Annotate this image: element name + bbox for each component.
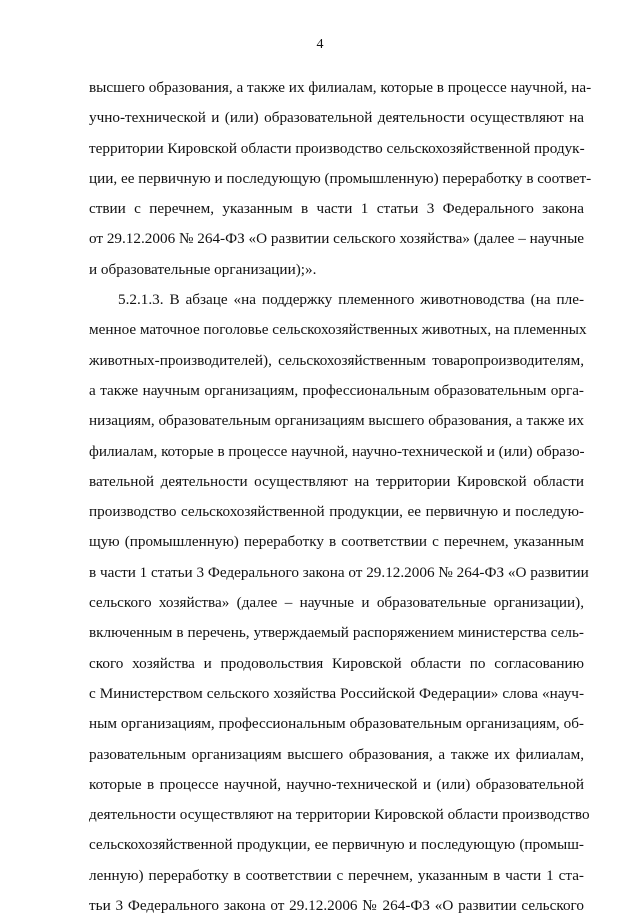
text-line: тьи 3 Федерального закона от 29.12.2006 № 264-ФЗ «О развитии сельского — [89, 897, 584, 915]
text-line: и образовательные организации);». — [89, 260, 317, 278]
text-line: которые в процессе научной, научно-технической и (или) образовательной — [89, 775, 584, 793]
text-line: территории Кировской области производство сельскохозяйственной продук- — [89, 139, 585, 157]
text-line: ского хозяйства и продовольствия Кировской области по согласованию — [89, 654, 584, 672]
text-line: производство сельскохозяйственной продукции, ее первичную и последую- — [89, 503, 584, 521]
text-line: ции, ее первичную и последующую (промышленную) переработку в соответ- — [89, 169, 592, 187]
text-line: филиалам, которые в процессе научной, научно-технической и (или) образо- — [89, 442, 585, 460]
text-line: включенным в перечень, утверждаемый распоряжением министерства сель- — [89, 624, 584, 642]
text-line: деятельности осуществляют на территории Кировской области производство — [89, 806, 590, 824]
text-line: от 29.12.2006 № 264-ФЗ «О развитии сельского хозяйства» (далее – научные — [89, 230, 585, 248]
text-line: сельского хозяйства» (далее – научные и образовательные организации), — [89, 594, 584, 612]
text-line: ствии с перечнем, указанным в части 1 статьи 3 Федерального закона — [89, 200, 584, 218]
text-line: учно-технической и (или) образовательной деятельности осуществляют на — [89, 109, 584, 127]
text-line: 5.2.1.3. В абзаце «на поддержку племенного животноводства (на пле- — [118, 291, 584, 309]
text-line: в части 1 статьи 3 Федерального закона от 29.12.2006 № 264-ФЗ «О развитии — [89, 563, 589, 581]
page-number: 4 — [316, 37, 324, 52]
text-line: животных-производителей), сельскохозяйственным товаропроизводителям, — [89, 351, 584, 369]
document-body — [89, 73, 592, 921]
text-line: менное маточное поголовье сельскохозяйственных животных, на племенных — [89, 321, 587, 339]
text-line: сельскохозяйственной продукции, ее первичную и последующую (промыш- — [89, 836, 584, 854]
text-line: низациям, образовательным организациям высшего образования, а также их — [89, 412, 584, 430]
text-line: высшего образования, а также их филиалам, которые в процессе научной, на- — [89, 79, 592, 96]
text-line: ным организациям, профессиональным образовательным организациям, об- — [89, 715, 584, 733]
text-line: с Министерством сельского хозяйства Российской Федерации» слова «науч- — [89, 684, 584, 702]
text-line: ленную) переработку в соответствии с перечнем, указанным в части 1 ста- — [89, 866, 584, 884]
paragraph-continuation — [89, 73, 592, 285]
text-line: щую (промышленную) переработку в соответствии с перечнем, указанным — [89, 533, 584, 551]
text-line: а также научным организациям, профессиональным образовательным орга- — [89, 381, 584, 399]
text-line: вательной деятельности осуществляют на территории Кировской области — [89, 472, 584, 490]
text-line: разовательным организациям высшего образования, а также их филиалам, — [89, 745, 584, 763]
paragraph-5-2-1-3 — [89, 285, 590, 921]
